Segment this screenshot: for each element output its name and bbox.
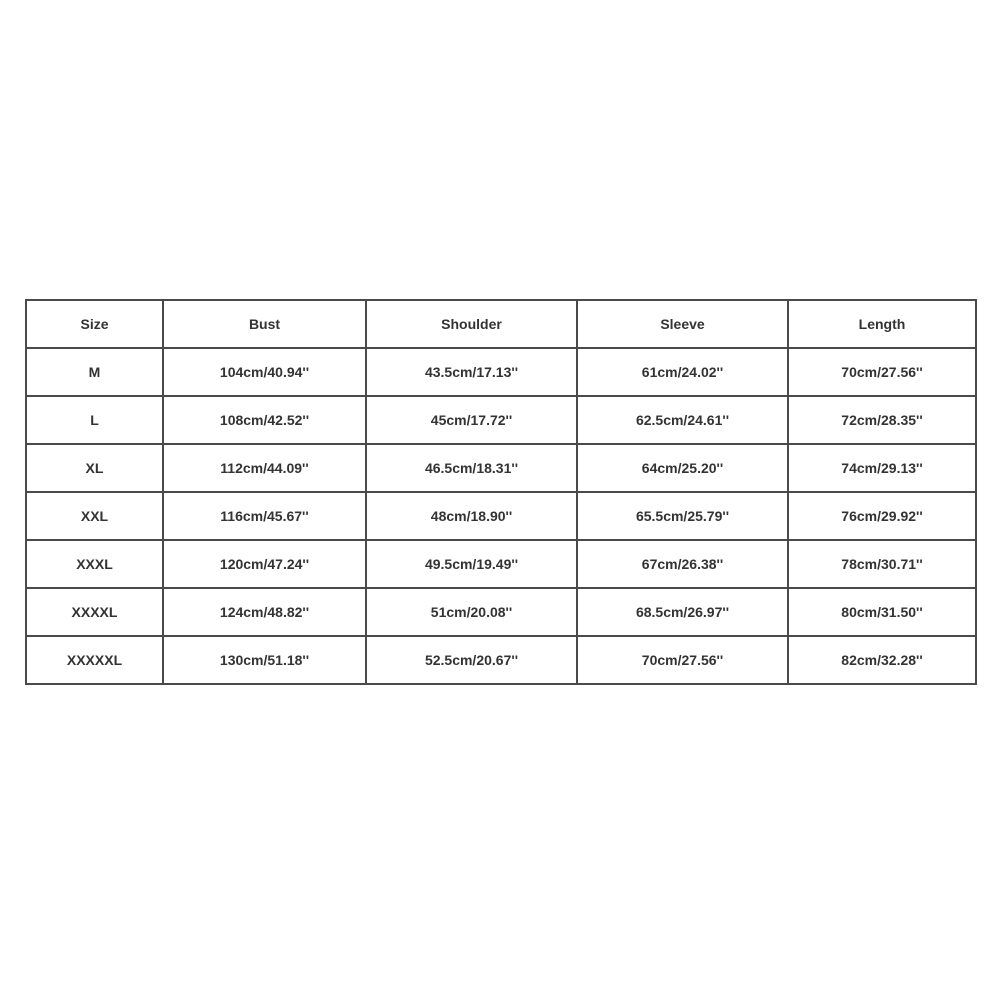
cell-shoulder: 49.5cm/19.49'': [366, 540, 577, 588]
cell-shoulder: 46.5cm/18.31'': [366, 444, 577, 492]
size-chart-table: [25, 299, 977, 685]
header-size: Size: [26, 300, 163, 348]
cell-sleeve: 68.5cm/26.97'': [577, 588, 788, 636]
cell-sleeve: 62.5cm/24.61'': [577, 396, 788, 444]
header-shoulder: Shoulder: [366, 300, 577, 348]
cell-length: 70cm/27.56'': [788, 348, 976, 396]
table-row: [26, 540, 976, 588]
cell-bust: 112cm/44.09'': [163, 444, 366, 492]
cell-length: 80cm/31.50'': [788, 588, 976, 636]
cell-size: XXXXL: [26, 588, 163, 636]
header-bust: Bust: [163, 300, 366, 348]
cell-size: M: [26, 348, 163, 396]
cell-bust: 116cm/45.67'': [163, 492, 366, 540]
table-row: [26, 636, 976, 684]
table-row: [26, 348, 976, 396]
cell-sleeve: 70cm/27.56'': [577, 636, 788, 684]
cell-size: L: [26, 396, 163, 444]
cell-shoulder: 52.5cm/20.67'': [366, 636, 577, 684]
cell-bust: 108cm/42.52'': [163, 396, 366, 444]
table-row: [26, 396, 976, 444]
cell-bust: 130cm/51.18'': [163, 636, 366, 684]
cell-sleeve: 61cm/24.02'': [577, 348, 788, 396]
cell-length: 74cm/29.13'': [788, 444, 976, 492]
table-row: [26, 444, 976, 492]
cell-bust: 124cm/48.82'': [163, 588, 366, 636]
cell-bust: 104cm/40.94'': [163, 348, 366, 396]
cell-size: XXXL: [26, 540, 163, 588]
cell-length: 76cm/29.92'': [788, 492, 976, 540]
table-row: [26, 492, 976, 540]
header-length: Length: [788, 300, 976, 348]
cell-length: 72cm/28.35'': [788, 396, 976, 444]
cell-shoulder: 45cm/17.72'': [366, 396, 577, 444]
cell-size: XXL: [26, 492, 163, 540]
cell-size: XXXXXL: [26, 636, 163, 684]
cell-shoulder: 43.5cm/17.13'': [366, 348, 577, 396]
cell-shoulder: 48cm/18.90'': [366, 492, 577, 540]
cell-length: 82cm/32.28'': [788, 636, 976, 684]
cell-sleeve: 64cm/25.20'': [577, 444, 788, 492]
cell-bust: 120cm/47.24'': [163, 540, 366, 588]
cell-sleeve: 67cm/26.38'': [577, 540, 788, 588]
cell-length: 78cm/30.71'': [788, 540, 976, 588]
header-sleeve: Sleeve: [577, 300, 788, 348]
cell-sleeve: 65.5cm/25.79'': [577, 492, 788, 540]
cell-size: XL: [26, 444, 163, 492]
table-row: [26, 588, 976, 636]
cell-shoulder: 51cm/20.08'': [366, 588, 577, 636]
header-row: [26, 300, 976, 348]
